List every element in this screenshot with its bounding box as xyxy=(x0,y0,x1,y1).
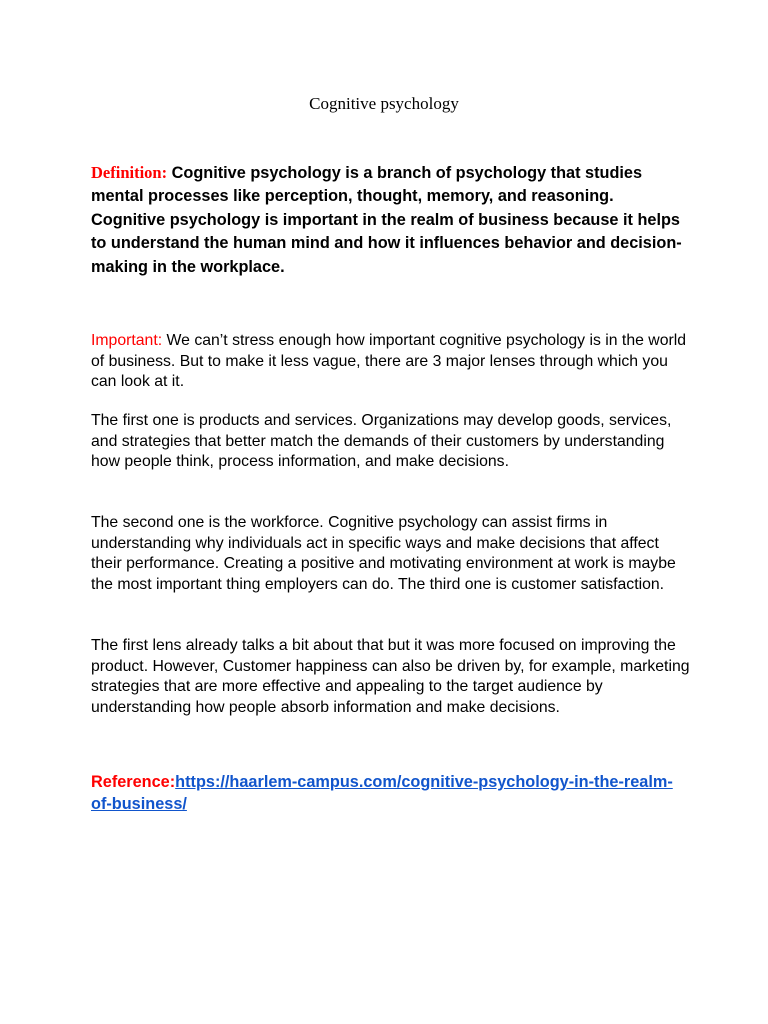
important-paragraph xyxy=(91,331,691,393)
reference-label: Reference: xyxy=(91,773,176,791)
reference-paragraph xyxy=(91,771,691,815)
definition-paragraph xyxy=(91,161,691,279)
important-label: Important: xyxy=(91,332,163,349)
document-title: Cognitive psychology xyxy=(309,94,459,113)
paragraph-workforce: The second one is the workforce. Cognitive psychology can assist firms in understanding why individuals act in specific ways and make decisions that affect their performance. Creating a positive and motivating environment at work is maybe the most important thing employers can do. The third one is customer satisfaction. xyxy=(91,514,676,593)
important-text: We can’t stress enough how important cognitive psychology is in the world of business. But to make it less vague, there are 3 major lenses through which you can look at it. xyxy=(91,332,687,391)
definition-text: Cognitive psychology is a branch of psychology that studies mental processes like perception, thought, memory, and reasoning. Cognitive psychology is important in the realm of business because it helps to understand the human mind and how it influences behavior and decision-making in the workplace. xyxy=(91,164,682,276)
definition-label: Definition: xyxy=(91,163,168,182)
reference-link[interactable]: https://haarlem-campus.com/cognitive-psychology-in-the-realm-of-business/ xyxy=(91,773,673,813)
paragraph-products-services: The first one is products and services. Organizations may develop goods, services, and strategies that better match the demands of their customers by understanding how people think, process information, and make decisions. xyxy=(91,412,672,471)
paragraph-customer-satisfaction: The first lens already talks a bit about that but it was more focused on improving the product. However, Customer happiness can also be driven by, for example, marketing strategies that are more effective and appealing to the target audience by understanding how people absorb information and make decisions. xyxy=(91,637,690,716)
